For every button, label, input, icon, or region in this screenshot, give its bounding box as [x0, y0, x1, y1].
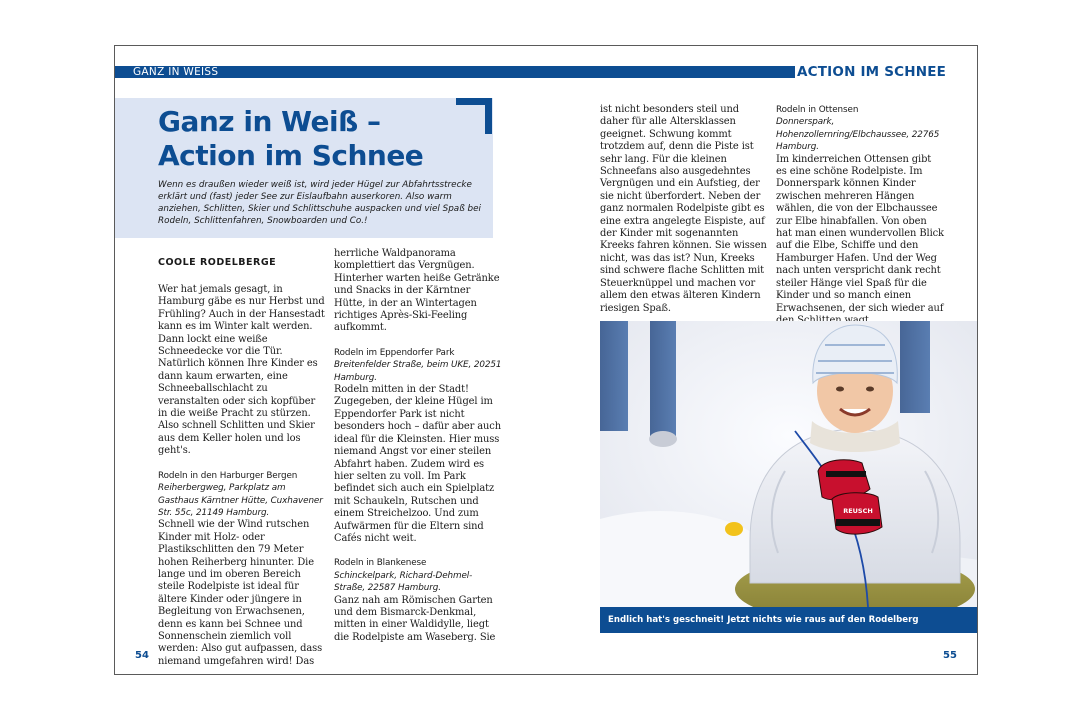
page-number-left: 54: [135, 650, 149, 661]
page-title-line2: Action im Schnee: [158, 139, 424, 172]
section-heading: COOLE RODELBERGE: [158, 257, 277, 268]
photo-illustration: [600, 321, 977, 607]
entry-address-blankenese: Schinckelpark, Richard-Dehmel-Straße, 22587 Hamburg.: [334, 570, 473, 594]
glove-brand-label: REUSCH: [843, 507, 873, 515]
entry-text-blankenese: Ganz nah am Römischen Garten und dem Bismarck-Denkmal, mitten in einer Waldidylle, liegt die Rodelpiste am Waseberg. Sie: [334, 594, 496, 643]
running-header-right: ACTION IM SCHNEE: [797, 64, 947, 80]
entry-title-harburg: Rodeln in den Harburger Bergen: [158, 470, 298, 481]
entry-title-blankenese: Rodeln in Blankenese: [334, 558, 427, 569]
background-legs-right: [900, 321, 930, 413]
continuation-paragraph: herrliche Waldpanorama komplettiert das Vergnügen. Hinterher warten heiße Getränke und Snacks in der Kärntner Hütte, in der an Wintertagen richtiges Après-Ski-Feeling aufkommt.: [334, 248, 500, 334]
column3-paragraph: ist nicht besonders steil und daher für alle Altersklassen geeignet. Schwung kommt trotzdem auf, denn die Piste ist sehr lang. Für die kleinen Schneefans also ausgedehntes Vergnügen und ein Aufstieg, der sie nicht überfordert. Neben der ganz normalen Rodelpiste gibt es eine extra angelegte Eispiste, auf der Kinder mit sogenannten Kreeks fahren können. Sie wissen nicht, was das ist? Nun, Kreeks sind schwere flache Schlitten mit Steuerknüppel und machen vor allem den etwas älteren Kindern riesigen Spaß.: [600, 104, 767, 314]
yellow-toy: [725, 522, 743, 536]
text-column-1: [158, 284, 326, 668]
photo-caption: Endlich hat's geschneit! Jetzt nichts wie raus auf den Rodelberg: [608, 615, 919, 625]
page-title: [158, 105, 458, 173]
entry-title-ottensen: Rodeln in Ottensen: [776, 105, 859, 115]
page-number-right: 55: [943, 650, 957, 661]
lead-paragraph: Wenn es draußen wieder weiß ist, wird jeder Hügel zur Abfahrtsstrecke erklärt und (fast) jeder See zur Eislaufbahn auserkoren. Also warm anziehen, Schlitten, Skier und Schlittschuhe auspacken und viel Spaß bei Rodeln, Schlittenfahren, Snowboarden und Co.!: [158, 180, 481, 226]
text-column-3: [600, 104, 768, 315]
intro-paragraph: Wer hat jemals gesagt, in Hamburg gäbe es nur Herbst und Frühling? Auch in der Hansestadt kann es im Winter kalt werden. Dann lockt eine weiße Schneedecke vor die Tür. Natürlich können Ihre Kinder es dann kaum erwarten, eine Schneeballschlacht zu veranstalten oder sich kopfüber in die weiße Pracht zu stürzen. Also schnell Schlitten und Skier aus dem Keller holen und los geht's.: [158, 284, 325, 457]
page-title-line1: Ganz in Weiß –: [158, 105, 381, 138]
text-column-4: [776, 104, 944, 327]
entry-text-eppendorf: Rodeln mitten in der Stadt! Zugegeben, der kleine Hügel im Eppendorfer Park ist nicht besonders hoch – dafür aber auch ideal für die Kleinsten. Hier muss niemand Angst vor einer steilen Abfahrt haben. Zudem wird es hier selten zu voll. Im Park befindet sich auch ein Spielplatz mit Schaukeln, Rutschen und einem Streichelzoo. Und zum Aufwärmen für die Eltern sind Cafés nicht weit.: [334, 384, 501, 544]
entry-title-eppendorf: Rodeln im Eppendorfer Park: [334, 347, 455, 358]
entry-address-harburg: Reiherbergweg, Parkplatz am Gasthaus Kärntner Hütte, Cuxhavener Str. 55c, 21149 Hamburg.: [158, 483, 323, 518]
child-glove-lower: [832, 493, 882, 534]
background-legs-left: [600, 321, 628, 431]
entry-text-harburg: Schnell wie der Wind rutschen Kinder mit Holz- oder Plastikschlitten den 79 Meter hohen Reiherberg hinunter. Die lange und im oberen Bereich steile Rodelpiste ist ideal für ältere Kinder oder jüngere in Begleitung von Erwachsenen, denn es kann bei Schnee und Sonnenschein ziemlich voll werden: Also gut aufpassen, dass niemand umgefahren wird! Das: [158, 519, 323, 667]
text-column-2: [334, 248, 502, 644]
corner-accent-vertical: [485, 98, 492, 134]
entry-address-eppendorf: Breitenfelder Straße, beim UKE, 20251 Hamburg.: [334, 360, 502, 383]
photo-child-in-snow: [600, 321, 977, 607]
background-legs-middle: [650, 321, 676, 439]
entry-address-ottensen: Donnerspark, Hohenzollernring/Elbchaussee, 22765 Hamburg.: [776, 117, 940, 153]
running-header-left: GANZ IN WEISS: [115, 66, 795, 78]
magazine-spread: [114, 45, 978, 675]
entry-text-ottensen: Im kinderreichen Ottensen gibt es eine schöne Rodelpiste. Im Donnerspark können Kinder zwischen mehreren Hängen wählen, die von der Elbchaussee zur Elbe hinabfallen. Von oben hat man einen wundervollen Blick auf die Elbe, Schiffe und den Hamburger Hafen. Und der Weg nach unten verspricht dank recht steiler Hänge viel Spaß für die Kinder und so manch einen Erwachsenen, der sich wieder auf: [776, 153, 944, 314]
